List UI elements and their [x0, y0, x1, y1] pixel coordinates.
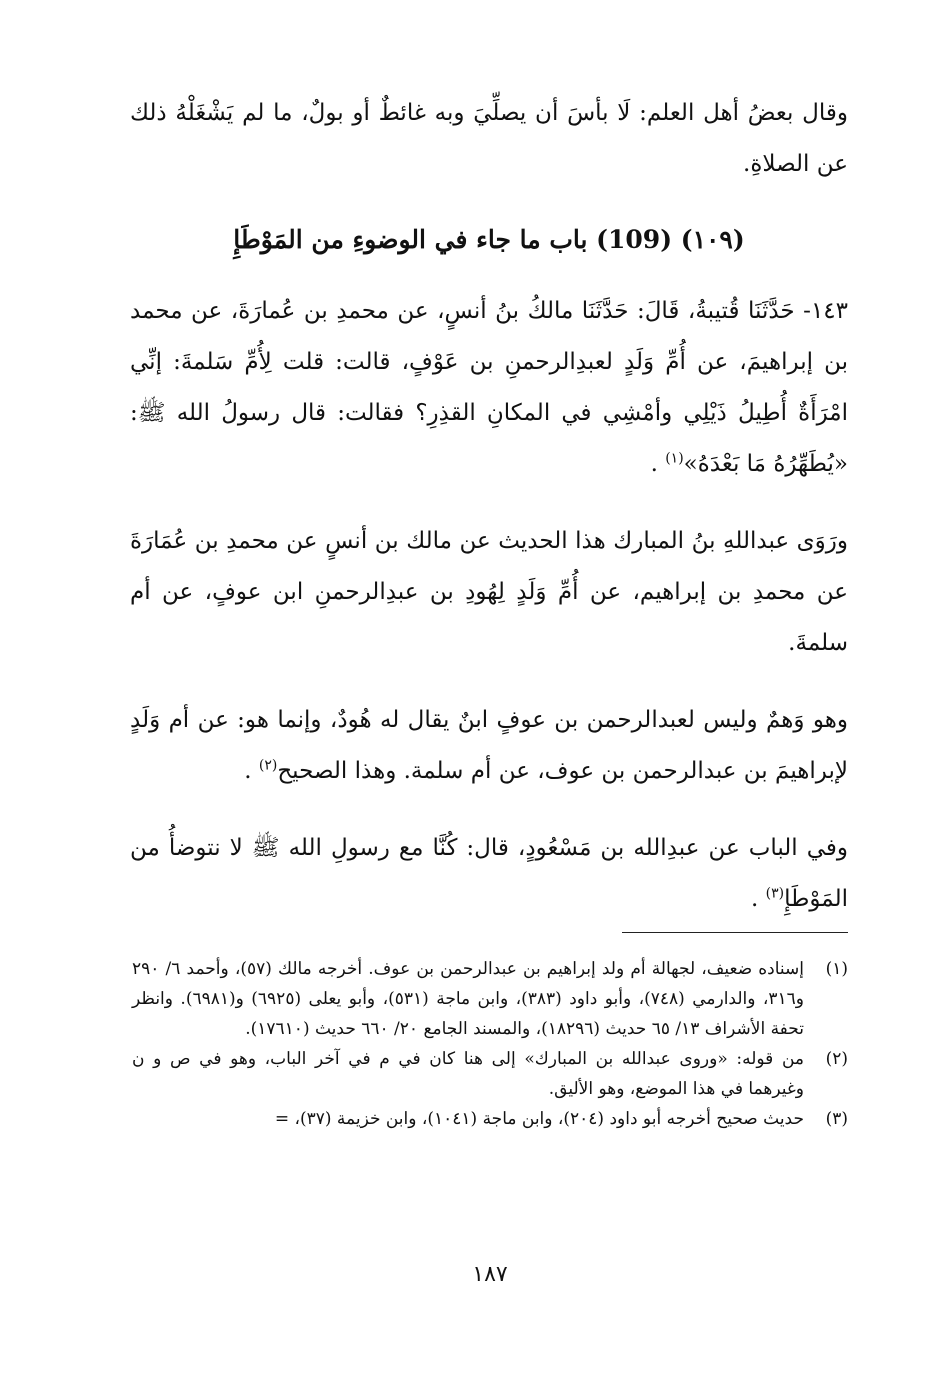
- footnote-number: (٣): [825, 1109, 848, 1129]
- footnote-1: [132, 954, 848, 1044]
- footnote-marker-1: (١): [665, 450, 684, 467]
- footnotes: [132, 954, 848, 1134]
- hadith-text: ١٤٣- حَدَّثَنَا قُتيبةُ، قَالَ: حَدَّثَنَا مالكُ بنُ أنسٍ، عن محمدِ بن عُمارَةَ، عن محمد بن إبراهيمَ، عن أُمِّ وَلَدٍ لعبدِالرحمنِ بن عَوْفٍ، قالت: قلت لِأُمِّ سَلمةَ: إنِّي امْرَأَةٌ أُطِيلُ ذَيْلِي وأمْشِي في المكانِ القذِرِ؟ فقالت: قال رسولُ الله ﷺ: «يُطَهِّرُهُ مَا بَعْدَهُ»: [130, 298, 848, 477]
- hadith-143: [130, 286, 848, 490]
- paragraph-wahm: وهو وَهمٌ وليس لعبدالرحمن بن عوفٍ ابنٌ يقال له هُودٌ، وإنما هو: عن أم وَلَدٍ لإبراهيمَ بن عبدالرحمن بن عوف، عن أم سلمة. وهذا الصحيح$^{(٢)}$ .: [130, 707, 848, 784]
- sentence-end: .: [650, 451, 658, 477]
- footnote-text: من قوله: «وروى عبدالله بن المبارك» إلى هنا كان في م في آخر الباب، وهو في ص و ن وغيرهما في هذا الموضع، وهو الأليق.: [132, 1049, 804, 1099]
- paragraph-in-the-chapter: وفي الباب عن عبدِالله بن مَسْعُودٍ، قال: كُنَّا مع رسولِ الله ﷺ لا نتوضأُ من المَوْطَإِ$^{(٣)}$ .: [130, 835, 848, 912]
- paragraph-scholars-opinion: وقال بعضُ أهل العلم: لَا بأسَ أن يصلِّيَ وبه غائطٌ أو بولٌ، ما لم يَشْغَلْهُ ذلك عن الصلاةِ.: [130, 100, 848, 177]
- footnote-marker-2: (٢): [258, 757, 278, 774]
- page-number: ١٨٧: [472, 1262, 508, 1287]
- main-text: [130, 88, 848, 925]
- footnote-3: [132, 1104, 848, 1134]
- footnote-number: (٢): [825, 1049, 848, 1069]
- footnote-2: [132, 1044, 848, 1104]
- footnote-number: (١): [825, 959, 848, 979]
- paragraph-ibn-mubarak: ورَوَى عبداللهِ بنُ المبارك هذا الحديث عن مالك بن أنسٍ عن محمدِ بن عُمَارَةَ عن محمدِ بن إبراهيم، عن أُمِّ وَلَدٍ لِهُودِ بن عبدِالرحمنِ ابن عوفٍ، عن أم سلمةَ.: [130, 528, 849, 656]
- footnote-text: إسناده ضعيف، لجهالة أم ولد إبراهيم بن عبدالرحمن بن عوف. أخرجه مالك (٥٧)، وأحمد ٦/ ٢٩٠ و٣١٦، والدارمي (٧٤٨)، وأبو داود (٣٨٣)، وابن ماجة (٥٣١)، وأبو يعلى (٦٩٢٥) و(٦٩٨١). وانظر تحفة الأشراف ١٣/ ٦٥ حديث (١٨٢٩٦)، والمسند الجامع ٢٠/ ٦٦٠ حديث (١٧٦١٠).: [132, 959, 805, 1039]
- sentence-end: .: [244, 758, 252, 784]
- footnote-divider: [622, 932, 848, 933]
- footnote-text: حديث صحيح أخرجه أبو داود (٢٠٤)، وابن ماجة (١٠٤١)، وابن خزيمة (٣٧)، =: [274, 1109, 804, 1129]
- footnote-marker-3: (٣): [765, 885, 785, 902]
- sentence-end: .: [751, 886, 759, 912]
- chapter-heading: (١٠٩) (109) باب ما جاء في الوضوءِ من المَوْطَإِ: [233, 225, 745, 254]
